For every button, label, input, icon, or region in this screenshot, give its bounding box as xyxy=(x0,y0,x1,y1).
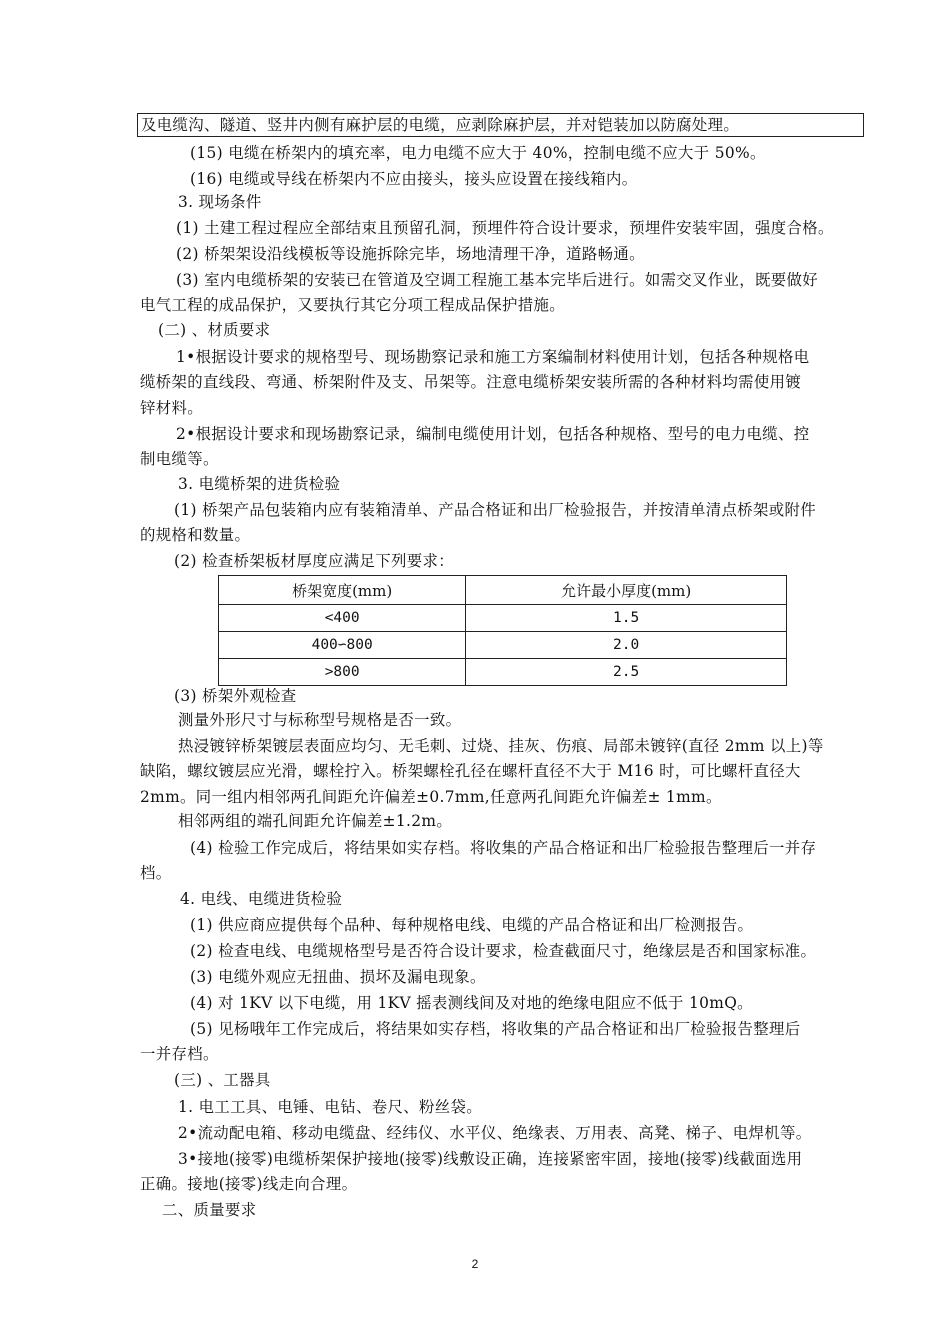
text-line: (15) 电缆在桥架内的填充率，电力电缆不应大于 40%，控制电缆不应大于 50%。 xyxy=(190,144,766,162)
table-header-cell: 桥架宽度(mm) xyxy=(219,576,466,605)
table-cell: 2.0 xyxy=(466,632,787,659)
text-line: 一并存档。 xyxy=(140,1045,219,1063)
text-line: (1) 桥架产品包装箱内应有装箱清单、产品合格证和出厂检验报告，并按清单清点桥架或附件 xyxy=(174,501,816,519)
text-line: 锌材料。 xyxy=(140,399,203,417)
text-line: (2) 检查桥架板材厚度应满足下列要求： xyxy=(174,552,454,570)
text-line: 电气工程的成品保护，又要执行其它分项工程成品保护措施。 xyxy=(140,296,565,314)
text-line: 3•接地(接零)电缆桥架保护接地(接零)线敷设正确，连接紧密牢固，接地(接零)线截面选用 xyxy=(178,1150,803,1168)
table-row xyxy=(219,632,787,659)
text-line: 1. 电工工具、电锤、电钻、卷尺、粉丝袋。 xyxy=(178,1098,482,1116)
text-line: 2mm。同一组内相邻两孔间距允许偏差±0.7mm,任意两孔间距允许偏差± 1mm。 xyxy=(140,788,722,806)
text-line: 1•根据设计要求的规格型号、现场勘察记录和施工方案编制材料使用计划，包括各种规格电 xyxy=(176,348,810,366)
text-line: (1) 土建工程过程应全部结束且预留孔洞，预埋件符合设计要求，预埋件安装牢固，强度合格。 xyxy=(176,219,834,237)
text-line: (4) 对 1KV 以下电缆，用 1KV 摇表测线间及对地的绝缘电阻应不低于 10mQ。 xyxy=(190,994,753,1012)
table-header-row xyxy=(219,576,787,605)
text-line: 缺陷，螺纹镀层应光滑，螺栓拧入。桥架螺栓孔径在螺杆直径不大于 M16 时，可比螺杆直径大 xyxy=(140,762,801,780)
text-line: 相邻两组的端孔间距允许偏差±1.2m。 xyxy=(178,812,453,830)
table-row xyxy=(219,659,787,686)
text-line: 制电缆等。 xyxy=(140,450,219,468)
section-heading: (二) 、材质要求 xyxy=(158,321,271,339)
text-line: (16) 电缆或导线在桥架内不应由接头，接头应设置在接线箱内。 xyxy=(190,170,638,188)
text-line: 档。 xyxy=(140,864,172,882)
section-heading: (三) 、工器具 xyxy=(174,1071,271,1089)
text-line: (1) 供应商应提供每个品种、每种规格电线、电缆的产品合格证和出厂检测报告。 xyxy=(190,916,754,934)
text-line: 热浸镀锌桥架镀层表面应均匀、无毛刺、过烧、挂灰、伤痕、局部未镀锌(直径 2mm 以上)等 xyxy=(178,737,824,755)
table-cell: 400∽800 xyxy=(219,632,466,659)
text-line: (4) 检验工作完成后，将结果如实存档。将收集的产品合格证和出厂检验报告整理后一并存 xyxy=(190,839,817,857)
section-heading: (3) 桥架外观检查 xyxy=(174,687,297,705)
text-line: 测量外形尺寸与标称型号规格是否一致。 xyxy=(178,711,462,729)
thickness-table xyxy=(218,575,787,686)
text-line: 的规格和数量。 xyxy=(140,526,251,544)
text-line: (2) 桥架架设沿线模板等设施拆除完毕，场地清理干净，道路畅通。 xyxy=(176,245,645,263)
text-line: 正确。接地(接零)线走向合理。 xyxy=(140,1175,358,1193)
text-line: 及电缆沟、隧道、竖井内侧有麻护层的电缆，应剥除麻护层，并对铠装加以防腐处理。 xyxy=(141,116,740,134)
text-line: (3) 室内电缆桥架的安装已在管道及空调工程施工基本完毕后进行。如需交叉作业，既要做好 xyxy=(176,271,818,289)
table-cell: <400 xyxy=(219,605,466,632)
section-heading: 3. 电缆桥架的进货检验 xyxy=(178,475,341,493)
table-header-cell: 允许最小厚度(mm) xyxy=(466,576,787,605)
table-row xyxy=(219,605,787,632)
section-heading: 3. 现场条件 xyxy=(178,193,262,211)
text-line: (2) 检查电线、电缆规格型号是否符合设计要求，检查截面尺寸，绝缘层是否和国家标准。 xyxy=(190,942,817,960)
table-cell: 2.5 xyxy=(466,659,787,686)
text-line: (3) 电缆外观应无扭曲、损坏及漏电现象。 xyxy=(190,968,486,986)
text-line: 2•根据设计要求和现场勘察记录，编制电缆使用计划，包括各种规格、型号的电力电缆、控 xyxy=(176,425,810,443)
table-cell: 1.5 xyxy=(466,605,787,632)
text-line: 2•流动配电箱、移动电缆盘、经纬仪、水平仪、绝缘表、万用表、高凳、梯子、电焊机等。 xyxy=(178,1124,812,1142)
page-number: 2 xyxy=(471,1257,479,1271)
section-heading: 4. 电线、电缆进货检验 xyxy=(180,890,343,908)
text-line: (5) 见杨哦年工作完成后，将结果如实存档，将收集的产品合格证和出厂检验报告整理后 xyxy=(190,1020,801,1038)
text-line: 缆桥架的直线段、弯通、桥架附件及支、吊架等。注意电缆桥架安装所需的各种材料均需使用镀 xyxy=(140,373,802,391)
section-heading: 二、质量要求 xyxy=(162,1201,257,1219)
table-cell: >800 xyxy=(219,659,466,686)
